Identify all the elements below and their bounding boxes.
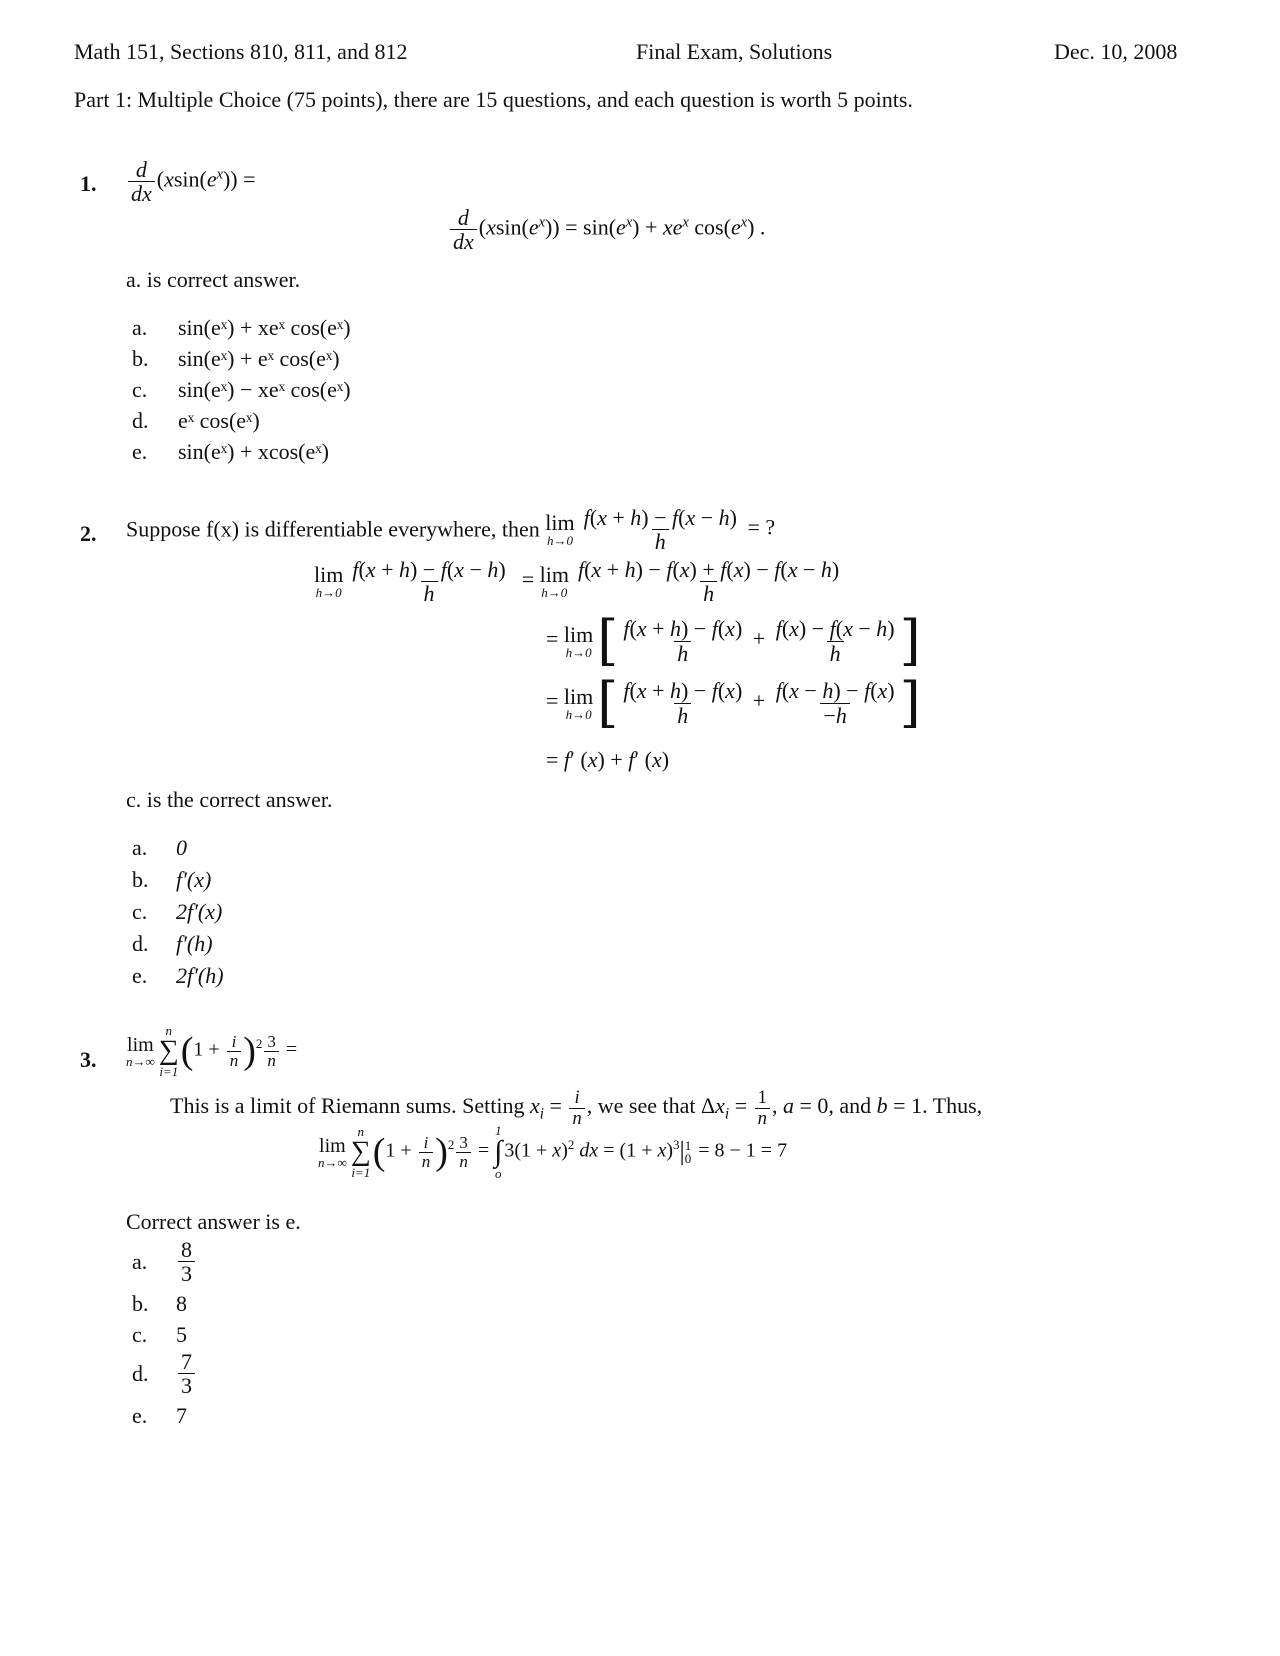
q2-number: 2.	[80, 521, 97, 546]
option-letter: a.	[132, 1248, 148, 1274]
option-text: f′(h)	[176, 931, 213, 956]
list-item	[132, 440, 329, 464]
q3-question: lim n→∞ n ∑ i=1 (1 + $\frac{i}{n}$ )$^2$ $\frac{3}{n}$ =	[126, 1023, 298, 1079]
option-text: 7	[176, 1403, 187, 1428]
list-item	[132, 378, 351, 402]
option-text: 8	[176, 1291, 187, 1316]
list-item	[132, 1292, 187, 1316]
q1-number: 1.	[80, 171, 97, 196]
option-text: sin(eˣ) + xcos(eˣ)	[178, 439, 329, 464]
option-letter: c.	[132, 377, 148, 402]
list-item	[132, 1238, 197, 1285]
q3-number: 3.	[80, 1047, 97, 1072]
q2-solution-line2: = lim h→0 [ $\frac{f(x + h) - f(x)}{h}$ + $\frac{f(x) - f(x - h)}{h}$ ]	[546, 609, 921, 672]
option-letter: a.	[132, 835, 148, 860]
q3-riemann-text-2: we see that	[597, 1093, 696, 1119]
option-letter: d.	[132, 1360, 149, 1386]
q1-question: $\frac{d}{dx}$ $(xsin(e^x))$ =	[126, 158, 256, 205]
option-text: f′(x)	[176, 867, 212, 892]
q2-solution-line1: lim h→0 $\frac{f(x + h) - f(x - h)}{h}$ = lim h→0 $\frac{f(x + h) - f(x) + f(x) - f(x - h)}{h}$	[314, 557, 840, 607]
q1-solution: $\frac{d}{dx}$ $(xsin(e^x)) = \sin(e^x) + xe^x$ $\cos(e^x)$ .	[448, 206, 765, 253]
list-item	[132, 836, 187, 860]
list-item	[132, 1323, 187, 1347]
option-text: 5	[176, 1322, 187, 1347]
list-item	[132, 1404, 187, 1428]
q3-riemann-text-1: This is a limit of Riemann sums. Setting	[170, 1093, 525, 1119]
q3-riemann-text: This is a limit of Riemann sums. Setting $x_i$ = $\frac{i}{n}$ , we see that $\Delta x_i$ = $\frac{1}{n}$ , a = 0, and b = 1. Thus,	[170, 1087, 983, 1129]
option-text: 2f′(x)	[176, 899, 223, 924]
option-text: eˣ cos(eˣ)	[178, 408, 260, 433]
header-course: Math 151, Sections 810, 811, and 812	[74, 39, 408, 64]
list-item	[132, 868, 211, 892]
option-text: sin(eˣ) + eˣ cos(eˣ)	[178, 346, 340, 371]
list-item	[132, 409, 260, 433]
list-item	[132, 900, 222, 924]
option-letter: e.	[132, 439, 148, 464]
option-text: sin(eˣ) − xeˣ cos(eˣ)	[178, 377, 351, 402]
option-letter: d.	[132, 408, 149, 433]
option-letter: e.	[132, 963, 148, 988]
q2-prompt: Suppose f(x) is differentiable everywhere, then lim h→0 $\frac{f(x + h) - f(x - h)}{h}$ = ?	[126, 505, 776, 555]
part1-heading: Part 1: Multiple Choice (75 points), there are 15 questions, and each question is worth 5 points.	[74, 87, 913, 112]
q2-prompt-text: Suppose f(x) is differentiable everywhere, then	[126, 516, 540, 542]
option-fraction: $\frac{8}{3}$	[178, 1238, 195, 1285]
q2-answer: c. is the correct answer.	[126, 787, 333, 812]
q2-solution-line3: = lim h→0 [ $\frac{f(x + h) - f(x)}{h}$ + $\frac{f(x - h) - f(x)}{-h}$ ]	[546, 671, 921, 734]
option-letter: a.	[132, 315, 148, 340]
option-fraction: $\frac{7}{3}$	[178, 1350, 195, 1397]
option-letter: b.	[132, 1291, 149, 1316]
q3-solution: lim n→∞ n ∑ i=1 (1 + $\frac{i}{n}$ )$^2$ $\frac{3}{n}$ = 1 ∫ o $3(1 + x)^2$ dx = $(1 + x)^3|$ 1 0 = 8 − 1 = 7	[318, 1123, 788, 1181]
q3-thus: Thus,	[932, 1093, 983, 1119]
list-item	[132, 347, 340, 371]
option-letter: c.	[132, 899, 148, 924]
list-item	[132, 964, 224, 988]
option-text: sin(eˣ) + xeˣ cos(eˣ)	[178, 315, 351, 340]
option-letter: b.	[132, 346, 149, 371]
option-text: 0	[176, 835, 187, 860]
q1-answer: a. is correct answer.	[126, 267, 301, 292]
q2-solution-line4: = f′ (x) + f′ (x)	[546, 747, 670, 772]
option-text: 2f′(h)	[176, 963, 224, 988]
list-item	[132, 316, 351, 340]
list-item	[132, 932, 213, 956]
q3-answer: Correct answer is e.	[126, 1209, 301, 1234]
option-letter: c.	[132, 1322, 148, 1347]
option-letter: b.	[132, 867, 149, 892]
option-letter: d.	[132, 931, 149, 956]
header-date: Dec. 10, 2008	[1054, 39, 1178, 64]
q3-riemann-text-3: and	[839, 1093, 872, 1119]
option-letter: e.	[132, 1403, 148, 1428]
header-title: Final Exam, Solutions	[636, 39, 833, 64]
list-item	[132, 1350, 197, 1397]
